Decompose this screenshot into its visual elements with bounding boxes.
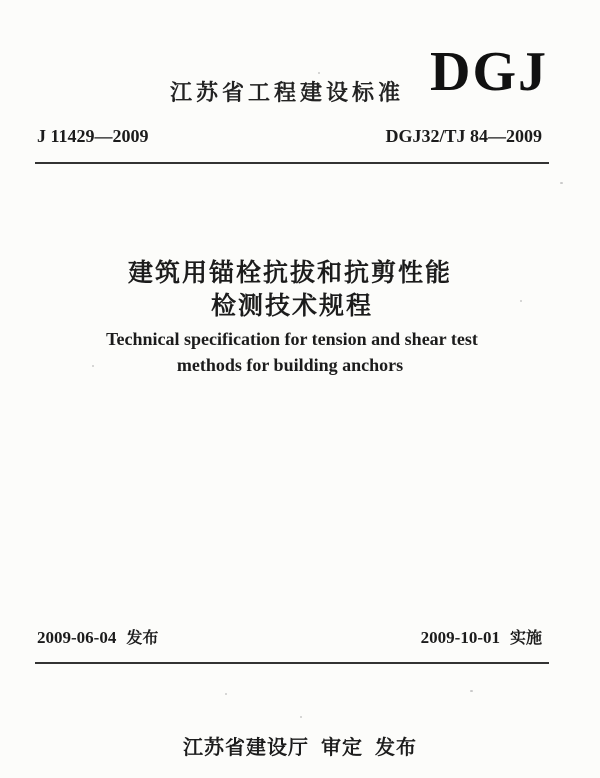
title-cn-line1: 建筑用锚栓抗拔和抗剪性能 bbox=[127, 258, 452, 287]
publish-label: 发布 bbox=[375, 735, 417, 759]
scan-speck bbox=[300, 716, 302, 718]
scan-speck bbox=[92, 365, 94, 367]
issue-date-block bbox=[37, 625, 158, 648]
scan-speck bbox=[318, 72, 320, 74]
implementation-date-block bbox=[421, 625, 542, 648]
footer-divider bbox=[35, 662, 549, 664]
implementation-date: 2009-10-01 bbox=[420, 628, 500, 647]
implementation-label: 实施 bbox=[509, 628, 542, 647]
standard-logo: DGJ bbox=[430, 41, 548, 103]
issue-label: 发布 bbox=[126, 628, 159, 647]
publisher-line bbox=[0, 731, 600, 760]
scan-speck bbox=[225, 693, 227, 695]
publisher-name: 江苏省建设厅 bbox=[183, 735, 309, 759]
approve-label: 审定 bbox=[321, 735, 363, 759]
title-en-line1: Technical specification for tension and shear test bbox=[106, 329, 478, 349]
title-en-line2: methods for building anchors bbox=[176, 355, 404, 375]
national-filing-code: J 11429—2009 bbox=[37, 126, 149, 146]
issue-date: 2009-06-04 bbox=[37, 628, 117, 647]
scan-speck bbox=[520, 300, 522, 302]
standard-number: DGJ32/TJ 84—2009 bbox=[385, 126, 542, 146]
title-cn-line2: 检测技术规程 bbox=[210, 291, 373, 320]
scan-speck bbox=[560, 182, 563, 184]
header-divider bbox=[35, 162, 549, 164]
standard-series-name: 江苏省工程建设标准 bbox=[170, 81, 405, 106]
scan-speck bbox=[470, 690, 473, 692]
